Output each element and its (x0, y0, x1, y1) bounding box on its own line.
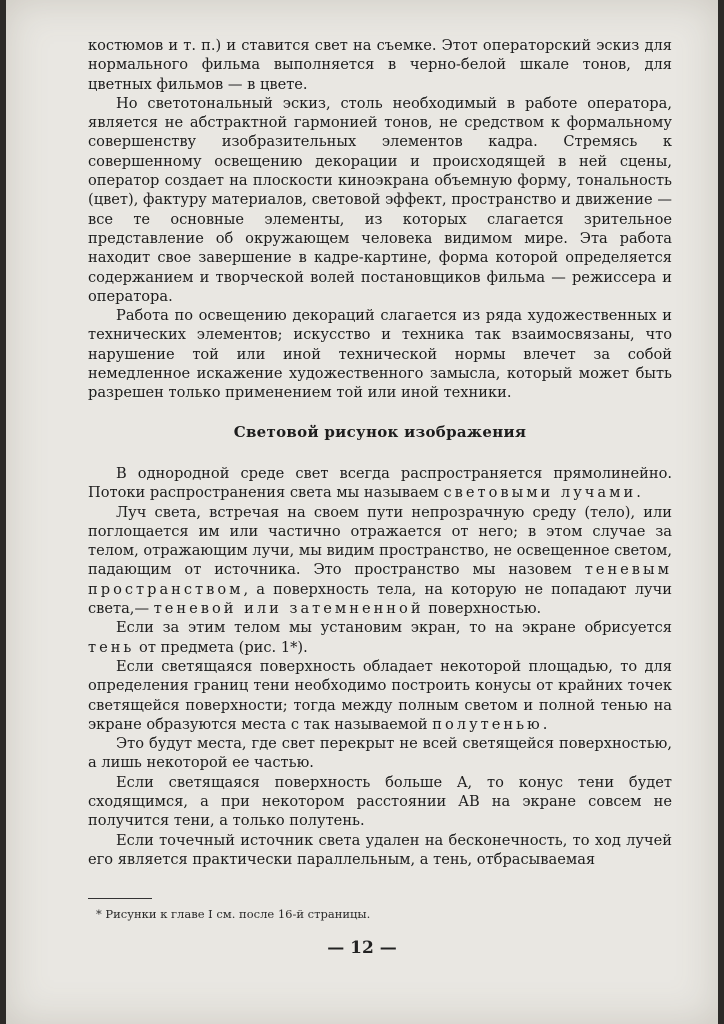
term-shadow-space: теневым пространством (88, 561, 672, 598)
term-penumbra: полутенью (432, 715, 543, 733)
paragraph: костюмов и т. п.) и ставится свет на съемке. Этот операторский эскиз для нормального фильма выполняется в черно-белой шкале тонов, для цветных фильмов — в цвете. (88, 37, 672, 93)
section-heading: Световой рисунок изображения (233, 422, 527, 441)
paragraph: В однородной среде свет всегда распространяется прямолинейно. Потоки распространения света мы называем световыми лучами. (88, 464, 672, 502)
paragraph: Луч света, встречая на своем пути непрозрачную среду (тело), или поглощается им или частично отражается от него; в этом случае за телом, отражающим лучи, мы видим пространство, не освещенное светом, падающим от источника. Это пространство мы назовем теневым пространством, а поверхность тела, на которую не попадают лучи света,— теневой или затемненной поверхностью. (88, 503, 672, 618)
paragraph: Работа по освещению декораций слагается из ряда художественных и технических элементов; искусство и техника так взаимосвязаны, что нарушение той или иной технической нормы влечет за собой немедленное искажение художественного замысла, который может быть разрешен только применением той или иной техники. (88, 307, 672, 402)
term-shadow: тень (88, 638, 135, 656)
term-light-rays: световыми лучами (443, 484, 637, 502)
footnote: * Рисунки к главе I см. после 16-й страницы. (96, 907, 371, 921)
paragraph: Но светотональный эскиз, столь необходимый в работе оператора, является не абстрактной гармонией тонов, не средством к формальному совершенству изобразительных элементов кадра. Стремясь к совершенному освещению декорации и происходящей в ней сцены, оператор создает на плоскости киноэкрана объемную форму, тональность (цвет), фактуру материалов, световой эффект, пространство и движение — все те основные элементы, из которых слагается зрительное представление об окружающем человека видимом мире. Эта работа находит свое завершение в кадре-картине, форма которой определяется содержанием и творческой волей постановщиков фильма — режиссера и оператора. (88, 94, 672, 305)
paragraph: Если за этим телом мы установим экран, то на экране обрисуется тень от предмета (рис. 1*). (88, 619, 672, 656)
footnote-divider (88, 898, 152, 899)
paragraph: Если светящаяся поверхность больше A, то конус тени будет сходящимся, а при некотором расстоянии AB на экране совсем не получится тени, а только полутень. (88, 773, 672, 830)
paragraph: Это будут места, где свет перекрыт не всей светящейся поверхностью, а лишь некоторой ее частью. (88, 735, 672, 772)
book-page (6, 0, 718, 1024)
page-number: — 12 — (327, 938, 397, 958)
term-shaded-surface: теневой или затемненной (153, 600, 424, 618)
body-text (88, 36, 672, 869)
paragraph: Если точечный источник света удален на бесконечность, то ход лучей его является практически параллельным, а тень, отбрасываемая (88, 831, 672, 868)
paragraph: Если светящаяся поверхность обладает некоторой площадью, то для определения границ тени необходимо построить конусы от крайних точек светящейся поверхности; тогда между полным светом и полной тенью на экране образуются места с так называемой полутенью. (88, 657, 672, 733)
